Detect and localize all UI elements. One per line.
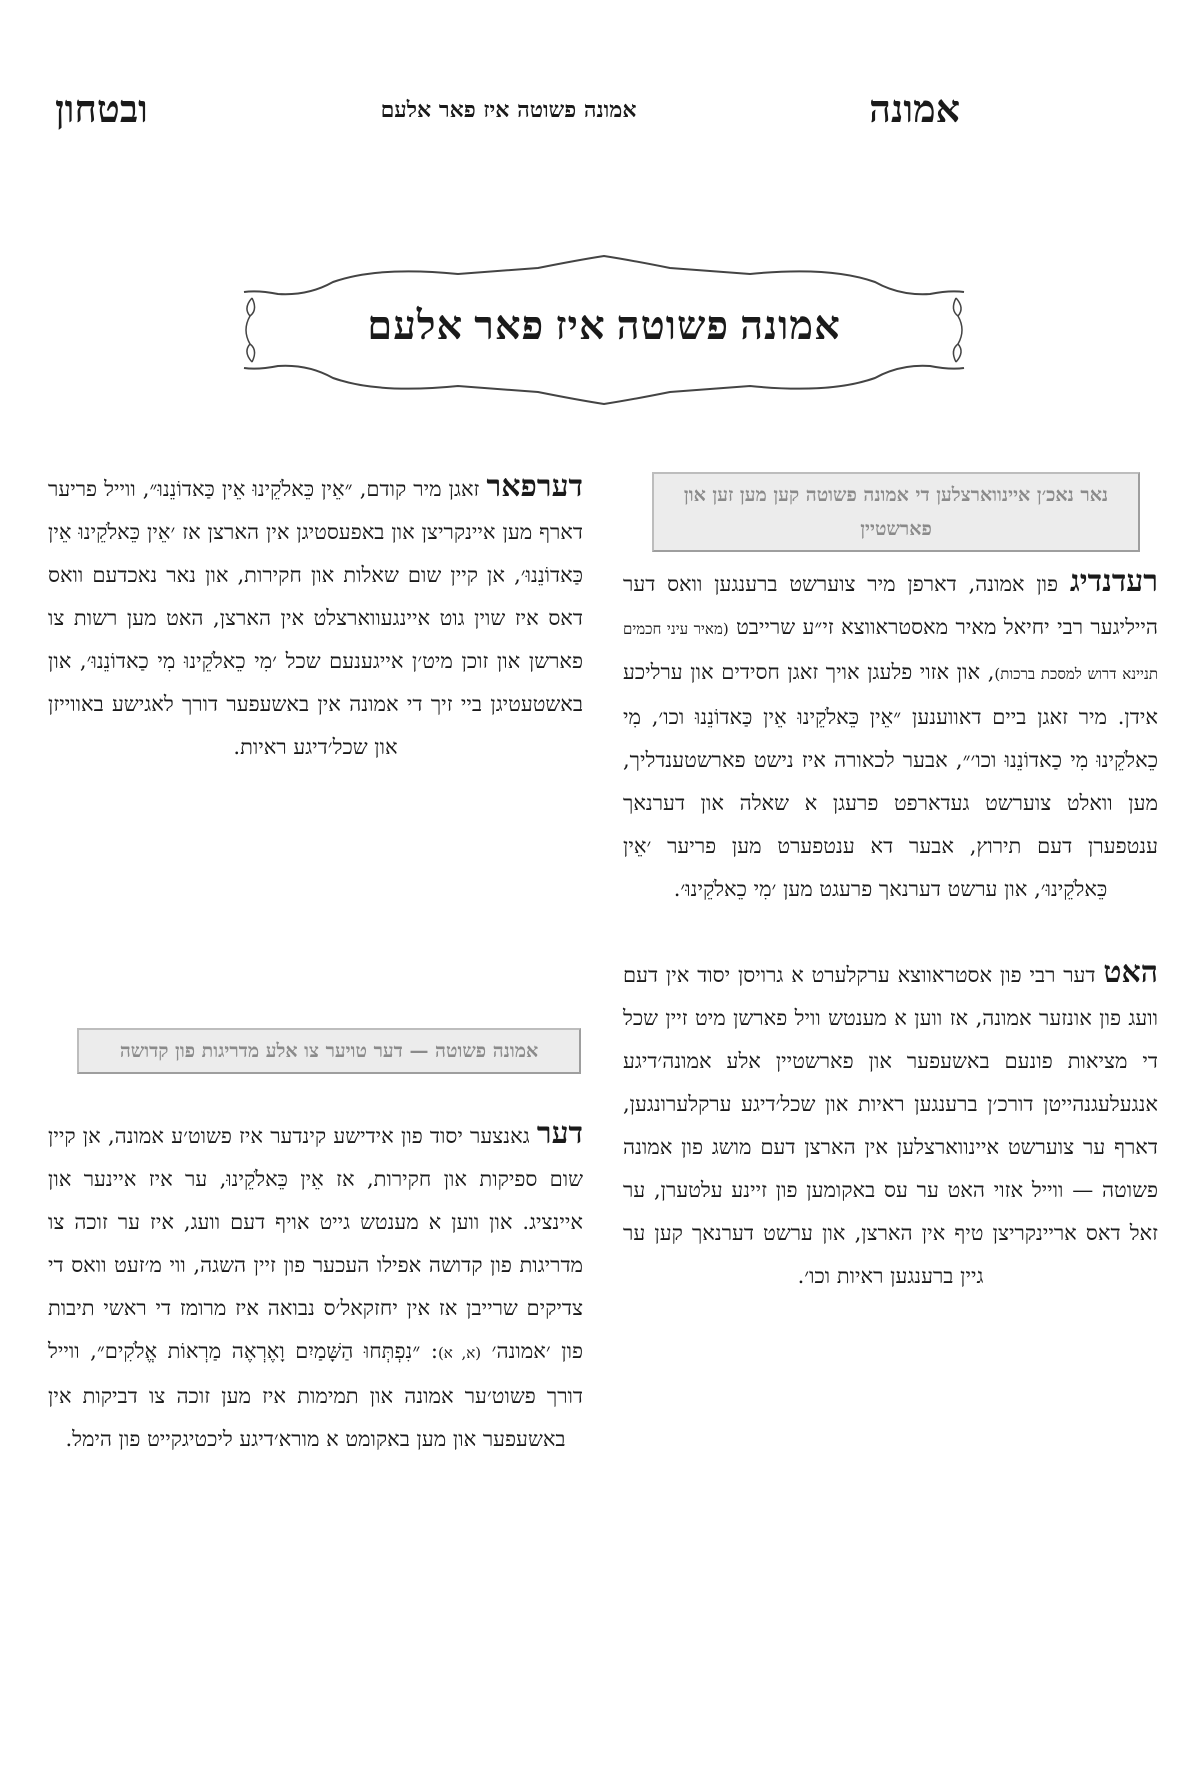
page-title: אמונה פשוטה איז פאר אלעם xyxy=(367,303,841,348)
paragraph-lead-word: רעדנדיג xyxy=(1069,565,1158,598)
left-column-lower xyxy=(48,1112,583,1461)
left-column xyxy=(48,465,583,769)
paragraph-text: , און אזוי פלעגן אויך זאגן חסידים און ערליכע אידן. מיר זאגן ביים דאווענען ״אֵין כֵּאלֹקֵינוּ אֵין כַּאדוֹנֵנוּ וכו׳, מִי כֵאלֹקֵינוּ מִי כַאדוֹנֵנוּ וכו׳״, אבער לכאורה איז נישט פארשטענדליך, מען וואלט צוערשט געדארפט פרעגן א שאלה און דערנאך ענטפערן דעם תירוץ, אבער דא ענטפערט מען פריער ׳אֵין כֵּאלֹקֵינוּ׳, און ערשט דערנאך פרעגט מען ׳מִי כֵאלֹקֵינוּ׳. xyxy=(623,660,1158,901)
running-header xyxy=(55,80,960,140)
pull-quote-2: אמונה פשוטה — דער טויער צו אלע מדריגות פון קדושה xyxy=(77,1028,581,1074)
paragraph-lead-word: האט xyxy=(1103,956,1158,989)
paragraph-text: גאנצער יסוד פון אידישע קינדער איז פשוט׳ע אמונה, אן קיין שום ספיקות און חקירות, אז אֵין כֵּאלֹקֵינוּ, ער איז איינער און איינציג. און ווען א מענטש גייט אויף דעם וועג, איז ער זוכה צו מדריגות פון קדושה אפילו העכער פון זיין השגה, ווי מ׳זעט וואס די צדיקים שרייבן אז אין יחזקאל׳ס נבואה איז מרומז די ראשי תיבות פון ׳אמונה׳ xyxy=(48,1124,584,1363)
paragraph-text: דער רבי פון אסטראווצא ערקלערט א גרויסן יסוד אין דעם וועג פון אונזער אמונה, אז ווען א מענטש וויל פארשן מיט זיין שכל די מציאות פונעם באשעפער און פארשטיין אלע אמונה׳דיגע אנגעלעגנהייטן דורכ׳ן ברענגען ראיות און שכל׳דיגע ערקלערונגען, דארף ער צוערשט איינווארצלען אין הארצן דעם מושג פון אמונה פשוטה — ווייל אזוי האט ער עס באקומען פון זיינע עלטערן, ער זאל דאס אריינקריצן טיף אין הארצן, און ערשט דערנאך קען ער גיין ברענגען ראיות וכו׳. xyxy=(623,963,1158,1288)
paragraph xyxy=(623,951,1158,1298)
header-book-word-2: ובטחון xyxy=(55,89,148,131)
paragraph xyxy=(48,1112,583,1461)
paragraph-lead-word: דערפאר xyxy=(486,470,583,503)
pull-quote-1: נאר נאכ׳ן איינווארצלען די אמונה פשוטה קען מען זען און פארשטיין xyxy=(652,472,1140,552)
header-chapter-title: אמונה פשוטה איז פאר אלעם xyxy=(380,97,637,123)
right-column xyxy=(623,560,1158,1298)
title-banner xyxy=(238,250,970,410)
paragraph xyxy=(48,465,583,769)
paragraph xyxy=(623,560,1158,911)
paragraph-text: : ״נִפְתְּחוּ הַשָּׁמַיִם וָאֶרְאֶה מַרְאוֹת אֱלֹקִים״, ווייל דורך פשוט׳ער אמונה און תמימות איז מען זוכה צו דביקות אין באשעפער און מען באקומט א מורא׳דיגע ליכטיגקייט פון הימל. xyxy=(48,1339,583,1451)
header-book-word-1: אמונה xyxy=(869,89,960,131)
source-citation: (מאיר עיני חכמים תניינא דרוש למסכת ברכות) xyxy=(623,620,1158,683)
paragraph-lead-word: דער xyxy=(536,1117,583,1150)
source-citation: (א, א) xyxy=(437,1344,482,1362)
paragraph-text: זאגן מיר קודם, ״אֵין כֵּאלֹקֵינוּ אֵין כַּאדוֹנֵנוּ״, ווייל פריער דארף מען איינקריצן און באפעסטיגן אין הארצן אז ׳אֵין כֵּאלֹקֵינוּ אֵין כַּאדוֹנֵנוּ׳, אן קיין שום שאלות און חקירות, און נאר נאכדעם וואס דאס איז שוין גוט איינגעווארצלט אין הארצן, האט מען רשות צו פארשן און זוכן מיט׳ן אייגענעם שכל ׳מִי כֵאלֹקֵינוּ מִי כַאדוֹנֵנוּ׳, און באשטעטיגן ביי זיך די אמונה אין באשעפער דורך לאגישע באווייזן און שכל׳דיגע ראיות. xyxy=(48,477,583,759)
paragraph-text: פון אמונה, דארפן מיר צוערשט ברענגען וואס דער הייליגער רבי יחיאל מאיר מאסטראווצא זי״ע שרייבט xyxy=(623,572,1158,639)
